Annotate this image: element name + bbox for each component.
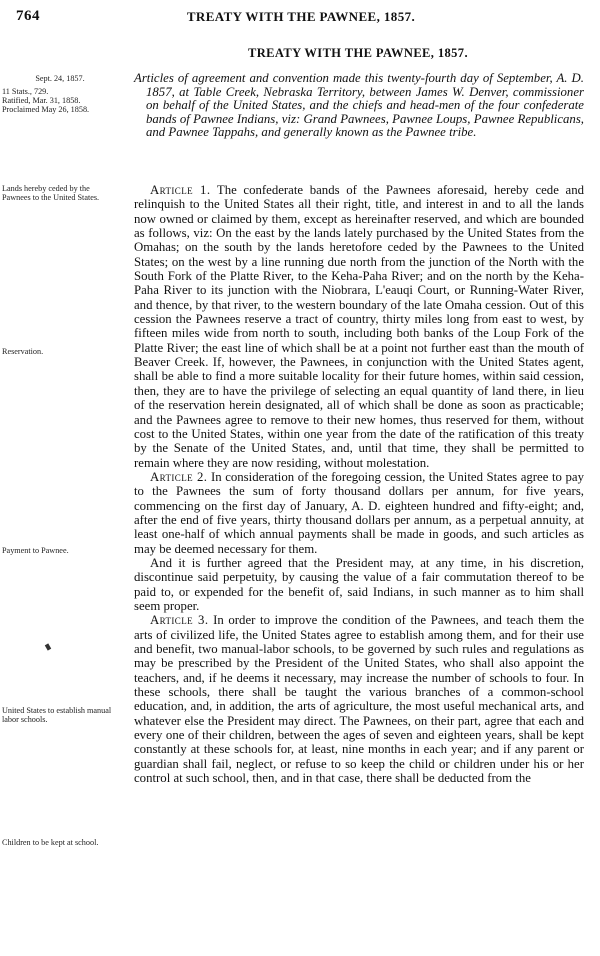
margin-note-proclaimed: Proclaimed May 26, 1858. <box>2 105 90 114</box>
margin-note-lands-ceded: Lands hereby ceded by the Pawnees to the United States. <box>2 184 100 202</box>
article-3 <box>134 613 584 785</box>
margin-note-stat-ref: 11 Stats., 729. <box>2 87 49 96</box>
margin-note-date: Sept. 24, 1857. <box>35 74 85 83</box>
treaty-body <box>134 183 584 785</box>
article-text: And it is further agreed that the President may, at any time, in his discretion, discontinue said perpetuity, by causing the value of a fair commutation thereof to be paid to, or expended for the benefit of, said Indians, in such manner as to him shall seem proper. <box>134 555 584 613</box>
margin-note-children: Children to be kept at school. <box>2 838 99 847</box>
margin-note-reservation: Reservation. <box>2 347 44 356</box>
running-head-title: TREATY WITH THE PAWNEE, 1857. <box>186 9 416 24</box>
margin-note-payment: Payment to Pawnee. <box>2 546 69 555</box>
article-label: Article 3. <box>150 613 209 628</box>
article-2-continued <box>134 556 584 613</box>
preamble: Articles of agreement and convention made this twenty-fourth day of September, A. D. 1857, at Table Creek, Nebraska Territory, between James W. Denver, commissioner on behalf of the United States, and the chiefs and head-men of the four confederate bands of Pawnee Indians, viz: Grand Pawnees, Pawnee Loups, Pawnee Republicans, and Pawnee Tappahs, and generally known as the Pawnee tribe. <box>134 71 584 139</box>
article-text: In order to improve the condition of the Pawnees, and teach them the arts of civilized life, the United States agree to establish among them, and for their use and benefit, two manual-labor schools, to be governed by such rules and regulations as may be prescribed by the President of the United States, who shall also appoint the teachers, and, if he deems it necessary, may increase the number of schools to four. In these schools, there shall be taught the various branches of a common-school education, and, in addition, the arts of agriculture, the most useful mechanical arts, and whatever else the President may direct. The Pawnees, on their part, agree that each and every one of their children, between the ages of seven and eighteen years, shall be kept constantly at these schools for, at least, nine months in each year; and if any parent or guardian shall fail, neglect, or refuse to so keep the child or children under his or her control at such school, then, and in that case, there shall be deducted from the <box>134 613 584 786</box>
article-2 <box>134 470 584 556</box>
article-1 <box>134 183 584 470</box>
margin-note-ratified: Ratified, Mar. 31, 1858. <box>2 96 81 105</box>
article-text: The confederate bands of the Pawnees aforesaid, hereby cede and relinquish to the United States all their right, title, and interest in and to all the lands now owned or claimed by them, except as hereinafter reserved, and which are bounded as follows, viz: On the east by the lands lately purchased by the United States from the Omahas; on the south by the lands heretofore ceded by the Pawnees to the United States; on the west by a line running due north from the junction of the North with the South Fork of the Platte River, to the Keha-Paha River; and on the north by the Keha-Paha River to its junction with the Niobrara, L'eauqi Court, or Running-Water River, and thence, by that river, to the western boundary of the late Omaha cession. Out of this cession the Pawnees reserve a tract of country, thirty miles long from east to west, by fifteen miles wide from north to south, including both banks of the Loup Fork of the Platte River; the east line of which shall be at a point not further east than the mouth of Beaver Creek. If, however, the Pawnees, in conjunction with the United States agent, shall be able to find a more suitable locality for their future homes, within said cession, then, they are to have the privilege of selecting an equal quantity of land there, in lieu of the reservation herein designated, all of which shall be done as soon as practicable; and the Pawnees agree to remove to their new homes, thus reserved for them, without cost to the United States, within one year from the date of the ratification of this treaty by the Senate of the United States, and, until that time, they shall be permitted to remain where they are now residing, without molestation. <box>134 183 585 470</box>
article-label: Article 2. <box>150 469 208 484</box>
article-label: Article 1. <box>150 183 211 197</box>
running-head <box>16 8 586 24</box>
article-text: In consideration of the foregoing cession, the United States agree to pay to the Pawnees the sum of forty thousand dollars per annum, for five years, commencing on the first day of January, A. D. eighteen hundred and fifty-eight; and, after the end of five years, thirty thousand dollars per annum, as a perpetual annuity, at least one-half of which annual payments shall be made in goods, and such articles as may be deemed necessary for them. <box>134 469 584 556</box>
margin-note-dates <box>2 74 118 114</box>
document-title: TREATY WITH THE PAWNEE, 1857. <box>248 46 468 60</box>
page-number: 764 <box>16 8 40 24</box>
margin-note-schools: United States to establish manual labor schools. <box>2 706 112 724</box>
stray-mark <box>45 643 51 650</box>
